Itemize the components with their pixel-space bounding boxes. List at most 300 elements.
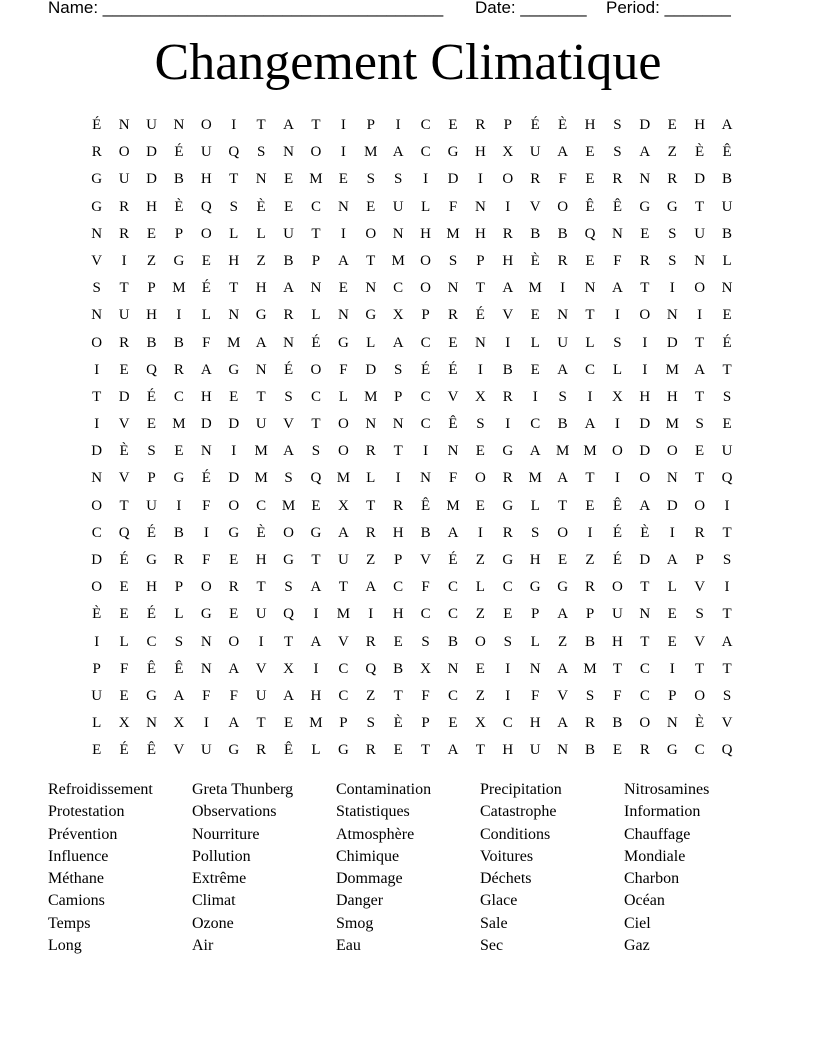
grid-letter: D [666, 497, 678, 514]
grid-letter: I [669, 524, 675, 541]
grid-letter: E [283, 198, 294, 215]
grid-letter: U [392, 198, 404, 215]
grid-letter: S [722, 388, 732, 405]
grid-letter: S [284, 470, 293, 487]
grid-letter: T [311, 416, 321, 433]
grid-letter: F [202, 334, 211, 351]
word-list-item: Dommage [336, 870, 403, 888]
grid-letter: B [557, 225, 568, 242]
word-list-item: Contamination [336, 781, 432, 798]
grid-letter: I [505, 687, 511, 704]
grid-letter: I [94, 416, 100, 433]
grid-letter: I [340, 144, 346, 161]
grid-letter: R [173, 552, 184, 568]
grid-letter: O [91, 497, 103, 514]
grid-letter: S [174, 633, 184, 650]
grid-letter: P [174, 225, 184, 242]
grid-letter: I [724, 579, 730, 596]
grid-letter: S [366, 715, 375, 732]
grid-letter: È [530, 252, 540, 269]
grid-letter: A [283, 280, 294, 297]
grid-letter: Ê [448, 416, 458, 433]
grid-letter: S [613, 144, 622, 161]
grid-letter: A [721, 117, 733, 133]
grid-letter: S [284, 579, 293, 596]
grid-letter: T [229, 280, 239, 297]
grid-letter: U [612, 606, 623, 623]
word-column [192, 779, 336, 957]
grid-letter: S [476, 416, 485, 433]
grid-letter: U [721, 198, 733, 215]
grid-letter: I [560, 280, 566, 297]
grid-letter: A [447, 742, 459, 759]
word-list-item: Déchets [480, 870, 532, 888]
grid-letter: H [146, 198, 157, 215]
word-list-item: Catastrophe [480, 803, 557, 821]
grid-letter: Z [667, 144, 677, 161]
grid-letter: L [612, 361, 622, 378]
grid-letter: O [200, 579, 212, 596]
grid-letter: B [173, 334, 184, 351]
grid-letter: É [475, 307, 485, 324]
grid-letter: N [283, 144, 294, 161]
grid-letter: C [447, 606, 458, 623]
grid-letter: È [640, 524, 650, 541]
grid-letter: Z [366, 687, 376, 704]
grid-letter: N [584, 280, 596, 297]
grid-letter: I [477, 524, 483, 541]
word-list-item: Nourriture [192, 825, 260, 843]
grid-letter: É [201, 470, 211, 487]
grid-letter: A [365, 579, 377, 596]
grid-letter: I [505, 198, 511, 215]
word-list-item: Temps [48, 914, 91, 932]
grid-letter: S [256, 144, 266, 161]
grid-letter: T [695, 198, 705, 215]
grid-letter: V [420, 552, 431, 568]
grid-letter: U [118, 171, 130, 188]
grid-letter: O [474, 470, 486, 487]
grid-letter: E [119, 606, 129, 623]
grid-letter: Q [584, 225, 596, 242]
grid-letter: V [694, 579, 706, 596]
grid-letter: E [119, 687, 129, 704]
grid-letter: T [722, 660, 732, 677]
grid-letter: L [119, 633, 129, 650]
grid-letter: H [502, 252, 514, 269]
grid-letter: U [91, 687, 103, 704]
grid-letter: D [694, 171, 706, 188]
grid-letter: H [146, 579, 157, 596]
grid-letter: F [558, 171, 567, 188]
grid-row [83, 438, 741, 465]
grid-letter: M [364, 388, 378, 405]
grid-letter: A [173, 687, 185, 704]
grid-letter: N [255, 361, 267, 378]
grid-letter: E [338, 171, 348, 188]
grid-letter: C [502, 579, 513, 596]
grid-letter: O [557, 524, 569, 541]
grid-letter: C [338, 687, 349, 704]
grid-letter: I [176, 497, 182, 514]
grid-letter: M [227, 334, 241, 351]
grid-letter: E [174, 443, 184, 460]
grid-letter: E [640, 225, 650, 242]
word-list-item: Long [48, 937, 82, 955]
grid-letter: V [337, 633, 349, 650]
grid-letter: X [392, 307, 404, 324]
grid-letter: Z [146, 252, 157, 269]
grid-letter: H [200, 388, 212, 405]
grid-letter: H [420, 225, 431, 242]
word-list-item: Glace [480, 892, 518, 910]
grid-letter: N [91, 470, 103, 487]
grid-letter: S [311, 443, 321, 460]
grid-letter: T [366, 497, 376, 514]
grid-letter: E [722, 416, 732, 433]
grid-letter: I [395, 117, 401, 133]
grid-letter: Ê [174, 660, 184, 677]
grid-letter: T [420, 742, 431, 759]
page-title: Changement Climatique [154, 34, 662, 91]
grid-letter: Z [475, 687, 485, 704]
grid-letter: A [612, 280, 623, 297]
grid-letter: G [283, 552, 294, 568]
grid-letter: S [284, 388, 293, 405]
grid-letter: M [528, 470, 542, 487]
grid-letter: A [557, 606, 569, 623]
word-column [624, 779, 768, 957]
grid-letter: E [503, 606, 513, 623]
grid-letter: N [694, 252, 706, 269]
grid-row [83, 166, 741, 193]
grid-letter: U [200, 144, 212, 161]
grid-letter: D [365, 361, 377, 378]
grid-letter: H [255, 552, 267, 568]
grid-letter: C [310, 198, 321, 215]
grid-letter: U [255, 416, 267, 433]
grid-letter: V [721, 715, 733, 732]
grid-letter: T [695, 388, 705, 405]
grid-letter: A [283, 443, 294, 460]
grid-letter: O [365, 225, 377, 242]
grid-letter: E [612, 742, 622, 759]
grid-letter: B [146, 334, 157, 351]
grid-letter: M [583, 660, 597, 677]
grid-letter: O [694, 280, 706, 297]
grid-letter: N [666, 470, 678, 487]
grid-letter: T [640, 633, 650, 650]
grid-letter: E [393, 742, 403, 759]
grid-letter: G [91, 171, 103, 188]
grid-row [83, 194, 741, 221]
grid-letter: M [665, 416, 679, 433]
period-field-label: Period: _______ [606, 0, 731, 17]
grid-letter: Z [366, 552, 376, 568]
grid-letter: A [694, 361, 706, 378]
grid-letter: E [475, 443, 485, 460]
word-list-item: Air [192, 937, 214, 955]
grid-letter: B [557, 416, 568, 433]
grid-letter: C [447, 579, 458, 596]
header [48, 0, 732, 19]
grid-letter: A [639, 497, 651, 514]
grid-letter: A [557, 361, 569, 378]
grid-letter: L [201, 307, 211, 324]
grid-letter: A [310, 579, 322, 596]
grid-letter: I [340, 225, 346, 242]
grid-letter: É [311, 334, 321, 351]
grid-letter: L [311, 742, 321, 759]
grid-letter: C [173, 388, 184, 405]
grid-letter: G [666, 198, 678, 215]
grid-letter: M [665, 361, 679, 378]
grid-letter: G [228, 524, 240, 541]
grid-letter: T [475, 280, 485, 297]
grid-letter: É [612, 524, 622, 541]
grid-letter: S [668, 225, 677, 242]
grid-letter: N [200, 633, 212, 650]
grid-letter: G [639, 198, 651, 215]
grid-letter: C [639, 660, 650, 677]
grid-letter: N [255, 171, 267, 188]
grid-letter: B [530, 225, 541, 242]
grid-letter: I [231, 443, 237, 460]
grid-letter: C [502, 715, 513, 732]
word-list-item: Statistiques [336, 803, 410, 821]
grid-letter: N [118, 117, 130, 133]
grid-letter: R [365, 524, 376, 541]
grid-letter: T [311, 117, 321, 133]
grid-letter: È [256, 198, 266, 215]
grid-row [83, 737, 741, 764]
grid-letter: R [256, 742, 267, 759]
grid-letter: B [502, 361, 513, 378]
grid-letter: F [202, 552, 211, 568]
word-list-item: Precipitation [480, 781, 562, 798]
grid-letter: È [256, 524, 266, 541]
grid-letter: É [174, 144, 184, 161]
grid-letter: É [92, 117, 102, 133]
grid-letter: P [147, 470, 156, 487]
grid-row [83, 302, 741, 329]
grid-letter: R [667, 171, 678, 188]
word-list-item: Observations [192, 803, 277, 821]
grid-letter: D [639, 416, 651, 433]
grid-letter: H [474, 225, 486, 242]
grid-letter: U [255, 687, 267, 704]
grid-letter: G [337, 742, 349, 759]
grid-letter: R [119, 225, 130, 242]
grid-letter: I [423, 171, 429, 188]
grid-letter: O [639, 715, 651, 732]
grid-letter: O [91, 334, 103, 351]
grid-letter: T [393, 443, 403, 460]
grid-letter: O [694, 687, 706, 704]
grid-letter: Ê [612, 497, 622, 514]
grid-letter: R [173, 361, 184, 378]
grid-letter: T [256, 579, 266, 596]
grid-letter: S [585, 687, 595, 704]
grid-letter: E [585, 252, 595, 269]
grid-letter: T [338, 579, 348, 596]
grid-letter: U [118, 307, 130, 324]
grid-letter: E [530, 307, 540, 324]
grid-row [83, 384, 741, 411]
grid-letter: D [118, 388, 130, 405]
word-list-item: Sec [480, 937, 504, 955]
grid-letter: N [639, 606, 651, 623]
word-list-item: Ozone [192, 914, 234, 932]
grid-letter: E [585, 497, 595, 514]
grid-letter: B [173, 524, 184, 541]
grid-letter: P [394, 388, 403, 405]
grid-letter: Z [558, 633, 568, 650]
grid-letter: R [502, 388, 513, 405]
grid-letter: B [722, 225, 733, 242]
grid-letter: M [446, 497, 460, 514]
grid-letter: È [393, 715, 403, 732]
grid-letter: A [447, 524, 459, 541]
grid-letter: D [146, 171, 157, 188]
grid-letter: O [474, 633, 486, 650]
grid-letter: O [639, 307, 651, 324]
grid-letter: T [475, 742, 485, 759]
word-list-item: Atmosphère [336, 825, 415, 843]
grid-letter: O [228, 497, 240, 514]
word-list-item: Protestation [48, 803, 125, 821]
grid-letter: H [584, 117, 596, 133]
grid-letter: N [612, 225, 623, 242]
grid-letter: A [639, 144, 651, 161]
grid-letter: P [531, 606, 540, 623]
grid-letter: D [200, 416, 212, 433]
grid-letter: È [174, 198, 184, 215]
grid-letter: I [724, 497, 730, 514]
grid-letter: I [614, 307, 620, 324]
grid-letter: I [313, 606, 319, 623]
grid-letter: Z [585, 552, 595, 568]
grid-letter: I [669, 660, 675, 677]
grid-letter: P [503, 117, 512, 133]
word-list [48, 779, 768, 957]
grid-letter: L [92, 715, 102, 732]
grid-letter: O [666, 443, 678, 460]
grid-letter: M [309, 171, 323, 188]
grid-row [83, 547, 741, 574]
grid-letter: E [448, 715, 458, 732]
grid-letter: M [583, 443, 597, 460]
grid-letter: R [365, 443, 376, 460]
grid-letter: I [94, 633, 100, 650]
grid-letter: P [421, 715, 430, 732]
grid-letter: P [695, 552, 704, 568]
word-list-item: Voitures [480, 847, 534, 865]
grid-letter: C [420, 606, 431, 623]
grid-letter: P [174, 579, 184, 596]
grid-letter: N [557, 307, 569, 324]
grid-row [83, 601, 741, 628]
grid-letter: I [477, 361, 483, 378]
grid-letter: É [146, 524, 157, 541]
grid-letter: L [256, 225, 266, 242]
grid-letter: U [200, 742, 212, 759]
grid-letter: A [337, 524, 349, 541]
grid-letter: É [146, 606, 157, 623]
grid-letter: A [557, 660, 569, 677]
grid-letter: G [173, 252, 185, 269]
grid-letter: E [695, 443, 705, 460]
grid-letter: E [229, 552, 239, 568]
grid-letter: Q [365, 660, 377, 677]
grid-letter: I [203, 715, 209, 732]
grid-letter: O [502, 171, 514, 188]
grid-letter: O [612, 443, 623, 460]
grid-letter: Ê [146, 742, 157, 759]
grid-letter: C [420, 416, 431, 433]
grid-letter: I [587, 388, 593, 405]
grid-letter: G [228, 361, 240, 378]
grid-letter: Q [200, 198, 212, 215]
grid-letter: P [668, 687, 677, 704]
grid-letter: Ê [722, 144, 732, 161]
word-list-item: Refroidissement [48, 781, 153, 798]
grid-row [83, 357, 741, 384]
word-list-item: Greta Thunberg [192, 781, 294, 798]
grid-letter: N [474, 198, 486, 215]
grid-letter: O [118, 144, 130, 161]
grid-letter: È [92, 606, 102, 623]
name-field-label: Name: ____________________________________ [48, 0, 444, 17]
grid-letter: N [337, 198, 349, 215]
grid-letter: X [612, 388, 623, 405]
grid-letter: F [613, 252, 622, 269]
grid-letter: S [695, 416, 704, 433]
word-column [480, 779, 624, 957]
grid-letter: È [119, 443, 129, 460]
grid-letter: Z [475, 552, 485, 568]
grid-letter: H [146, 307, 157, 324]
grid-letter: N [420, 470, 431, 487]
grid-letter: M [364, 144, 378, 161]
grid-letter: L [338, 388, 348, 405]
grid-row [83, 710, 741, 737]
grid-letter: D [639, 552, 651, 568]
grid-letter: N [447, 443, 459, 460]
grid-letter: A [255, 334, 267, 351]
grid-letter: G [666, 742, 678, 759]
grid-letter: H [529, 715, 541, 732]
grid-letter: T [119, 497, 129, 514]
grid-letter: O [420, 280, 431, 297]
grid-letter: C [420, 117, 431, 133]
grid-letter: F [421, 687, 430, 704]
grid-letter: Q [118, 524, 130, 541]
grid-letter: A [557, 144, 569, 161]
grid-letter: É [201, 280, 211, 297]
grid-letter: T [92, 388, 102, 405]
grid-letter: L [475, 579, 485, 596]
grid-letter: T [695, 470, 705, 487]
grid-letter: A [337, 252, 349, 269]
grid-letter: C [420, 388, 431, 405]
grid-letter: D [228, 416, 240, 433]
grid-letter: C [393, 579, 404, 596]
grid-letter: T [695, 334, 705, 351]
grid-letter: G [91, 198, 103, 215]
grid-letter: R [585, 579, 596, 596]
grid-letter: H [666, 388, 678, 405]
